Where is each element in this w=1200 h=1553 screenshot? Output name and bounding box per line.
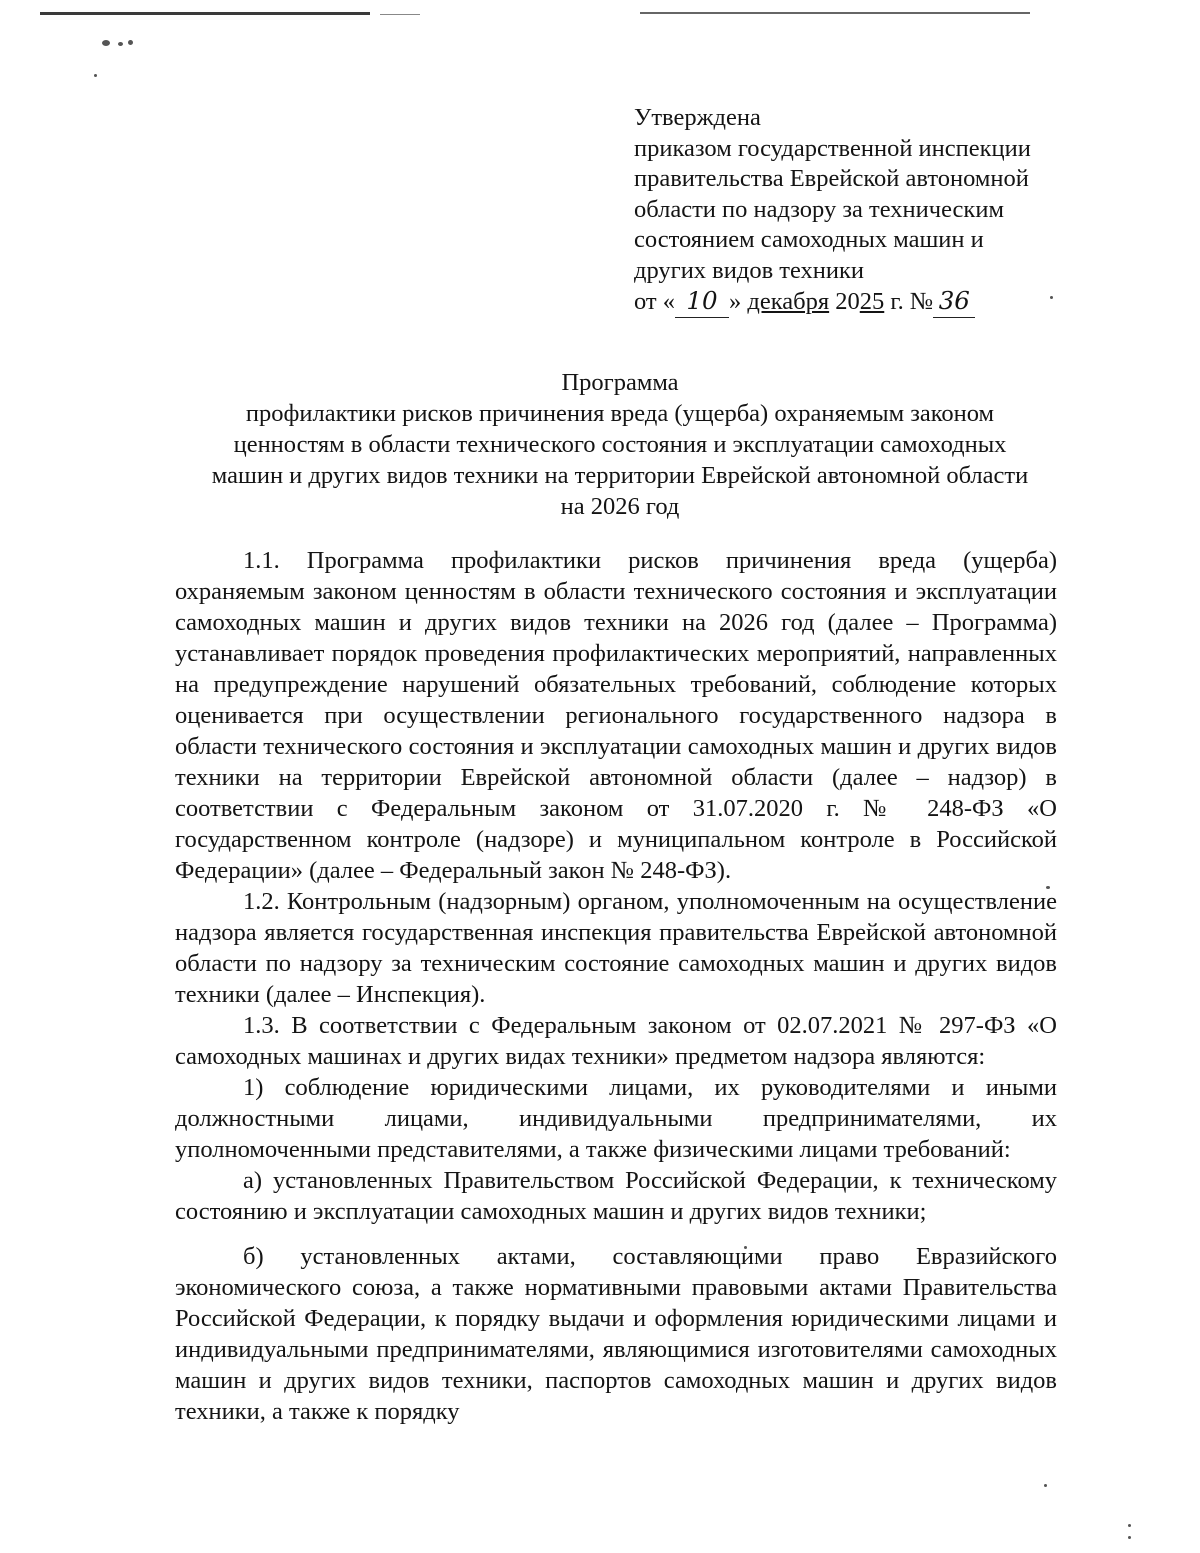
date-month: декабря — [747, 288, 830, 315]
approval-line: состоянием самоходных машин и — [634, 226, 984, 253]
list-item-1: 1) соблюдение юридическими лицами, их руководителями и иными должностными лицами, индивидуальными предпринимателями, их уполномоченными представителями, а также физическими лицами требований: — [175, 1074, 1057, 1163]
title-line: профилактики рисков причинения вреда (ущерба) охраняемым законом — [245, 400, 995, 427]
list-item-b: б) установленных актами, составляющими право Евразийского экономического союза, а также нормативными правовыми актами Правительства Российской Федерации, к порядку выдачи и оформления юридическими лицами и индивидуальными предпринимателями, являющимися изготовителями самоходных машин и других видов техники, паспортов самоходных машин и других видов техники, а также к порядку — [175, 1243, 1057, 1425]
paragraph-1-1: 1.1. Программа профилактики рисков причинения вреда (ущерба) охраняемым законом ценностям в области технического состояния и эксплуатации самоходных машин и других видов техники на 2026 год (далее – Программа) устанавливает порядок проведения профилактических мероприятий, направленных на предупреждение нарушений обязательных требований, соблюдение которых оценивается при осуществлении регионального государственного надзора в области технического состояния и эксплуатации самоходных машин и других видов техники на территории Еврейской автономной области (далее – надзор) в соответствии с Федеральным законом от 31.07.2020 г. № 248-ФЗ «О государственном контроле (надзоре) и муниципальном контроле в Российской Федерации» (далее – Федеральный закон № 248-ФЗ). — [175, 547, 1057, 884]
paragraph-1-2: 1.2. Контрольным (надзорным) органом, уполномоченным на осуществление надзора является государственная инспекция правительства Еврейской автономной области по надзору за техническим состояние самоходных машин и других видов техники (далее – Инспекция). — [175, 888, 1057, 1008]
scan-edge-line — [640, 12, 1030, 14]
scan-speck — [128, 40, 133, 45]
approval-line: других видов техники — [634, 256, 865, 284]
approval-date — [634, 286, 1074, 318]
approval-line: приказом государственной инспекции — [634, 134, 1031, 162]
scan-edge-line — [380, 14, 420, 15]
title-line: ценностям в области технического состояния и эксплуатации самоходных — [233, 431, 1007, 458]
date-prefix: от « — [634, 288, 676, 315]
scan-speck — [1128, 1536, 1131, 1539]
document-body — [175, 545, 1057, 1427]
scan-speck — [1044, 1484, 1047, 1487]
scan-speck — [118, 42, 123, 46]
date-year-a: 20 — [835, 288, 860, 315]
date-suffix: г. № — [890, 288, 934, 315]
title-line: на 2026 год — [560, 493, 680, 520]
scan-speck — [1128, 1524, 1131, 1527]
handwritten-order-number: 36 — [933, 286, 975, 318]
approval-line: области по надзору за техническим — [634, 195, 1004, 223]
date-mid: » — [729, 288, 742, 315]
list-item-a: а) установленных Правительством Российской Федерации, к техническому состоянию и эксплуатации самоходных машин и других видов техники; — [175, 1167, 1057, 1225]
scan-edge-line — [40, 12, 370, 15]
approval-status: Утверждена — [634, 104, 761, 131]
title-line: машин и других видов техники на территории Еврейской автономной области — [211, 462, 1029, 489]
date-year-b: 25 — [859, 288, 885, 315]
approval-block — [634, 103, 1074, 318]
handwritten-day: 10 — [675, 286, 729, 318]
scan-speck — [102, 40, 110, 46]
approval-line: правительства Еврейской автономной — [634, 165, 1029, 192]
program-title — [170, 367, 1070, 522]
paragraph-1-3: 1.3. В соответствии с Федеральным законом от 02.07.2021 № 297-ФЗ «О самоходных машинах и других видах техники» предметом надзора являются: — [175, 1012, 1057, 1070]
title-heading: Программа — [561, 369, 679, 396]
scan-speck — [94, 74, 97, 77]
